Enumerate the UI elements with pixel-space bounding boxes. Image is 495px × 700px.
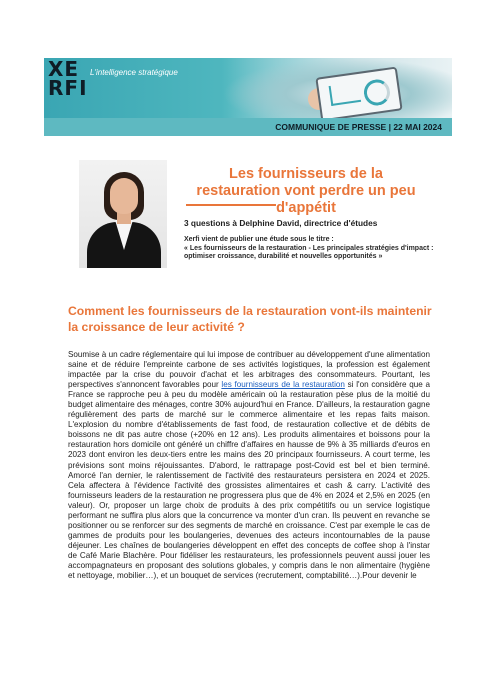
banner-photo	[222, 58, 452, 118]
xerfi-logo	[48, 60, 88, 98]
header-banner	[44, 58, 452, 118]
press-release-date: COMMUNIQUE DE PRESSE | 22 MAI 2024	[275, 122, 442, 132]
author-portrait	[79, 160, 167, 268]
article-title: Les fournisseurs de la restauration vont perdre un peu d'appétit	[196, 166, 416, 216]
logo-line-1: XE	[48, 58, 80, 81]
body-text-start: Soumise à un cadre réglementaire qui lui impose de contribuer au développement d'une alimentation saine et de réduire l'empreinte carbone de ses activités logistiques, la profession est également impactée par la crise du pouvoir d'achat et les arbitrages des consommateurs. Pourtant, les perspectives s'annoncent favorables pour	[68, 350, 430, 390]
suppliers-link[interactable]: les fournisseurs de la restauration	[221, 380, 345, 390]
tablet-illustration	[315, 67, 402, 118]
title-underline	[186, 204, 276, 206]
section-heading: Comment les fournisseurs de la restauration vont-ils maintenir la croissance de leur activité ?	[68, 304, 432, 334]
portrait-face	[110, 178, 138, 214]
logo-line-2: RFI	[48, 76, 88, 100]
intro-line-2: « Les fournisseurs de la restauration - Les principales stratégies d'impact : optimiser croissance, durabilité et nouvelles opportunités »	[184, 244, 434, 261]
body-paragraph	[68, 350, 430, 581]
body-text-end: si l'on considère que a France se rapproche peu à peu du modèle américain où la restauration pèse plus de la moitié du budget alimentaire des ménages, contre 30% aujourd'hui en France. D'ailleurs, la restauration gagne régulièrement des parts de marché sur le commerce alimentaire et les repas faits maison. L'explosion du nombre d'établissements de fast food, de restauration collective et de débits de boissons ne dit pas autre chose (+20% en 12 ans). Les produits alimentaires et boissons pour la restauration hors domicile ont généré un chiffre d'affaires en hausse de 9% à 35 milliards d'euros en 2023 dont environ les deux-tiers entre les mains des 20 principaux fournisseurs. A court terme, les prévisions sont moins réjouissantes. D'abord, le rattrapage post-Covid est bel et bien terminé. Amorcé l'an dernier, le ralentissement de l'activité des restaurateurs persistera en 2024 et 2025. Cela affectera à l'évidence l'activité des grossistes alimentaires et cash & carry. L'activité des fournisseurs leaders de la restauration ne progressera plus que de 4% en 2024 et 2,5% en 2025 (en valeur). Or, proposer un large choix de produits à des prix compétitifs ou un service logistique performant ne suffira plus alors que la concurrence va monter d'un cran. Ils peuvent en revanche se positionner ou se renforcer sur des segments de marché en croissance. C'est par exemple le cas de gammes de produits pour les boulangeries, devenues des acteurs incontournables de la pause déjeuner. Les chaînes de boulangeries développent en effet des concepts de coffee shop à l'instar de Café Marie Blachère. Pour fidéliser les restaurateurs, les professionnels peuvent aussi jouer les accompagnateurs en proposant des solutions globales, y compris dans le non alimentaire (hygiène et nettoyage, mobilier…), et un bouquet de services (recrutement, comptabilité…).Pour devenir le	[68, 380, 430, 581]
intro-line-1: Xerfi vient de publier une étude sous le titre :	[184, 236, 334, 243]
interview-subtitle: 3 questions à Delphine David, directrice d'études	[184, 218, 378, 228]
tagline: L'intelligence stratégique	[90, 68, 178, 77]
study-intro	[184, 236, 444, 262]
press-release-bar	[44, 118, 452, 136]
